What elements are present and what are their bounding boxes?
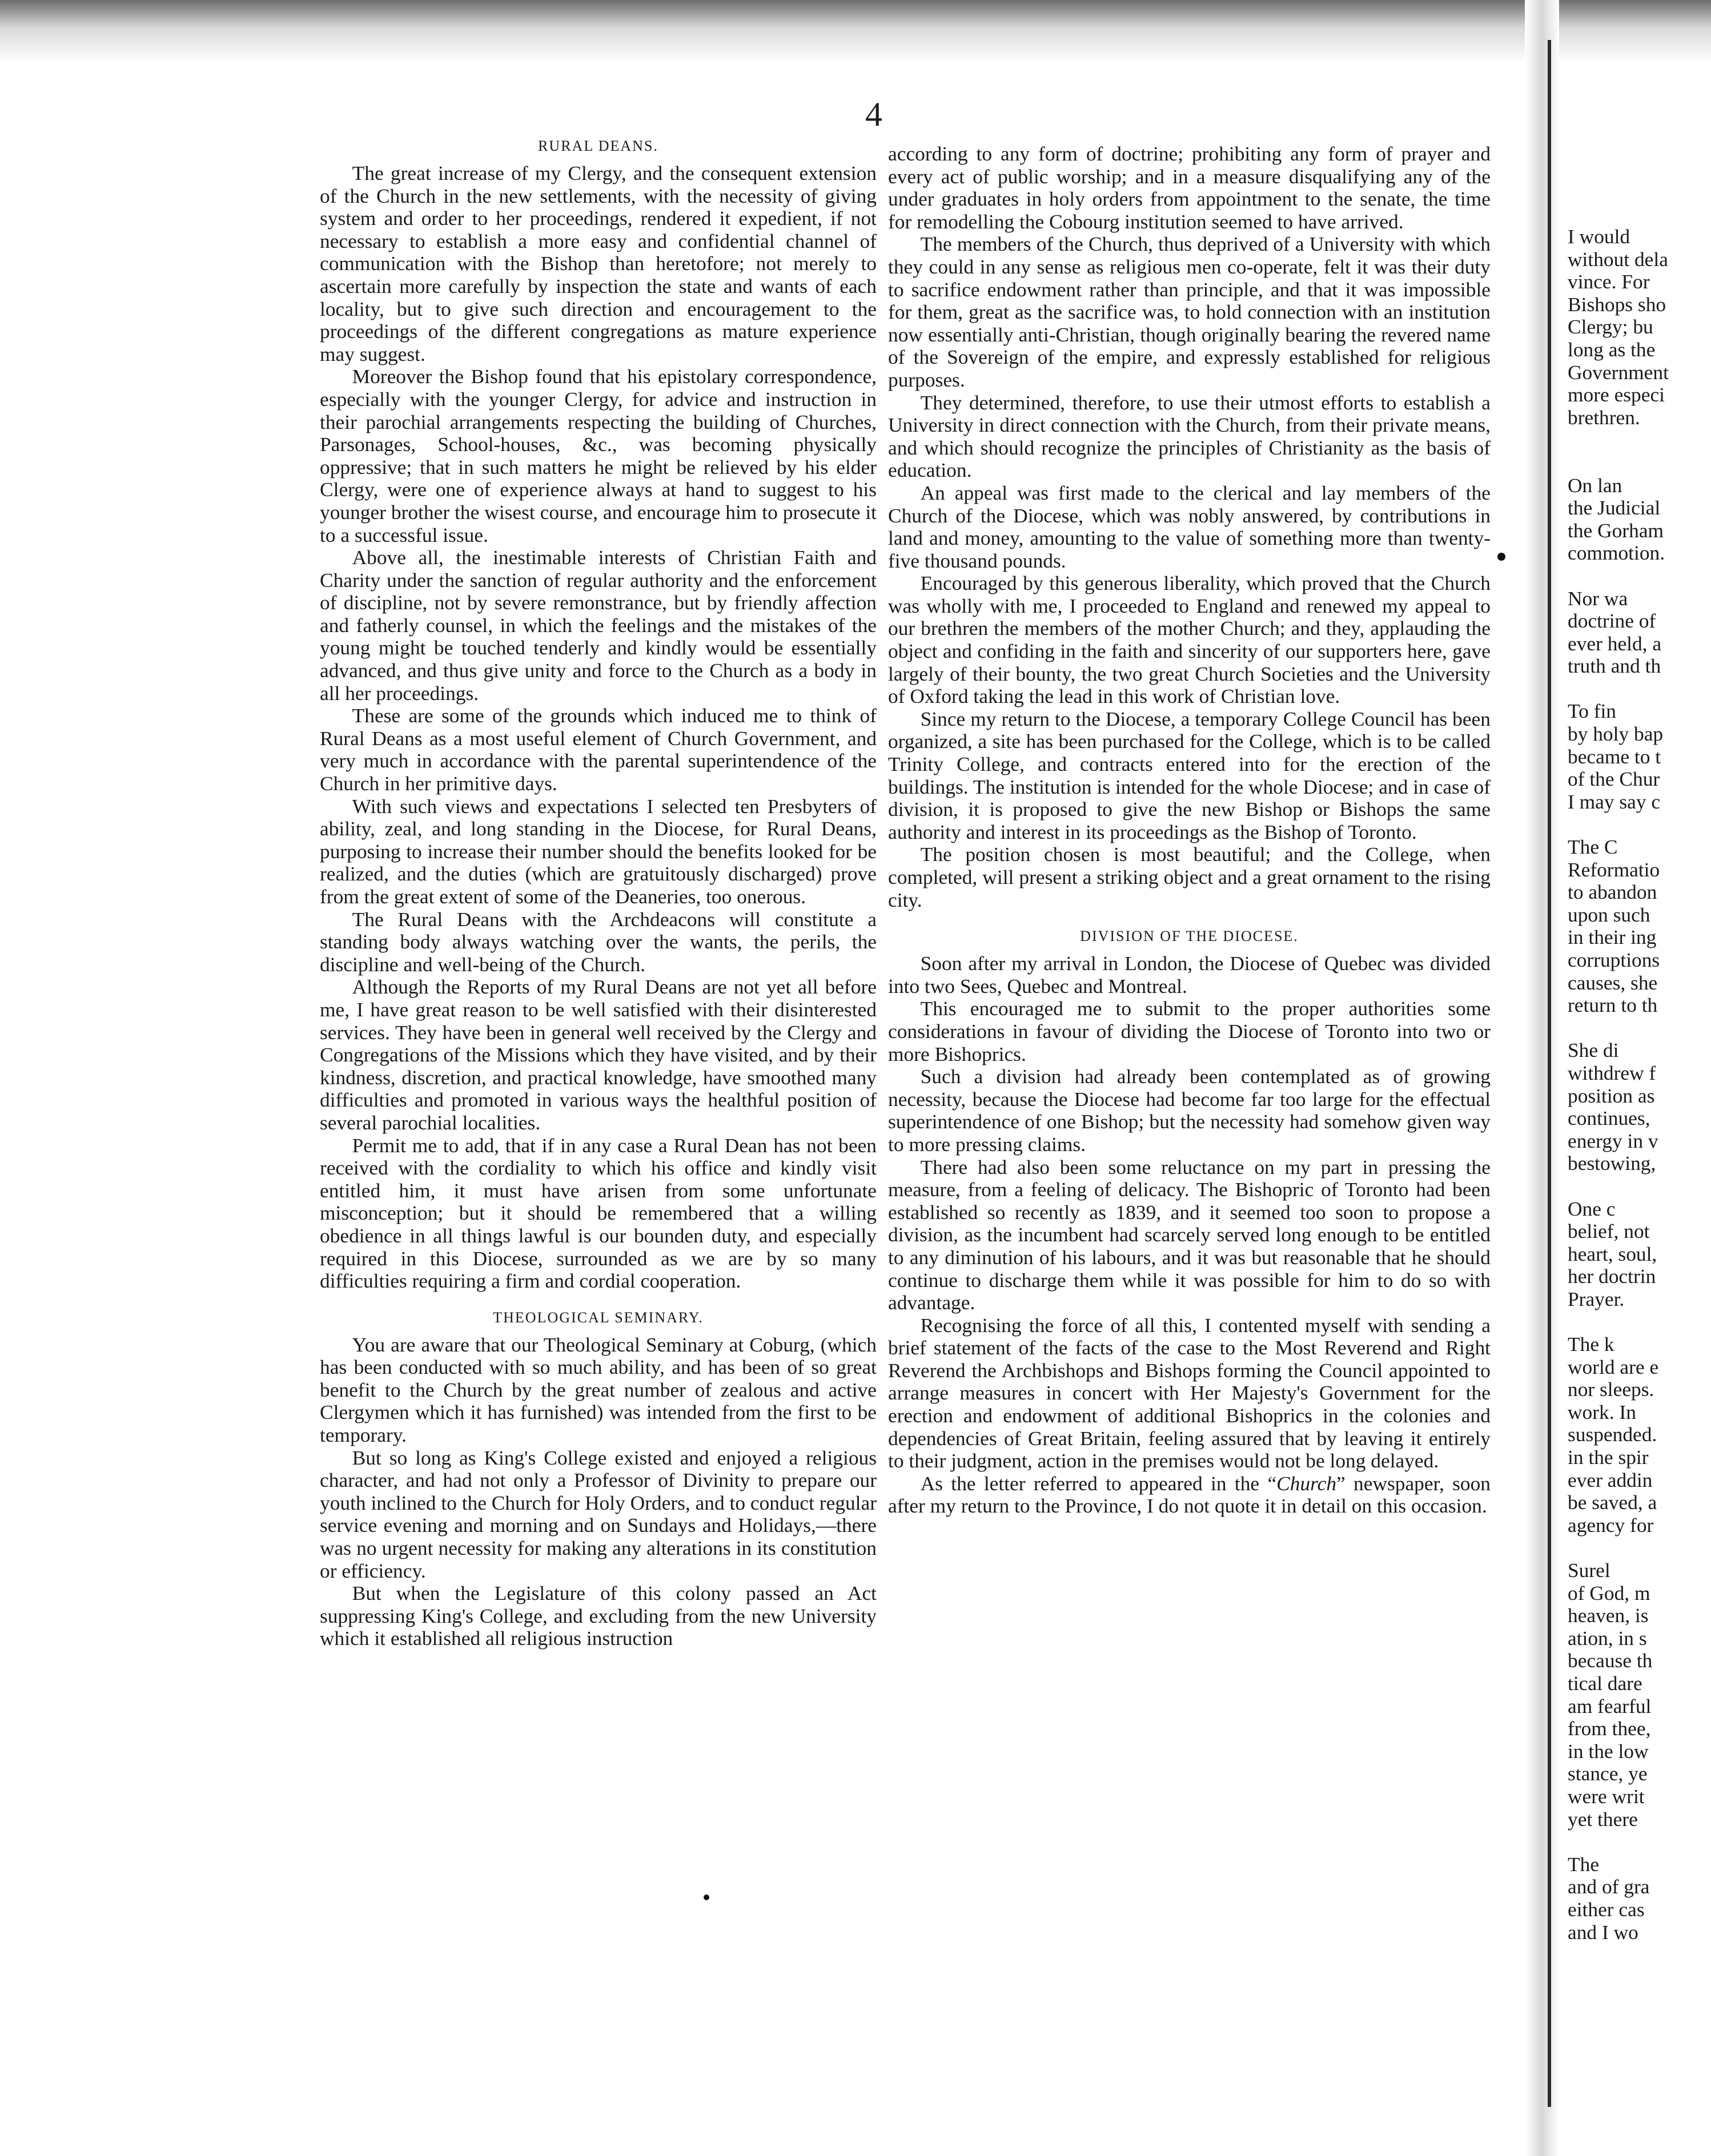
fragment-line: I may say c [1568,790,1661,813]
fragment-line [1568,1017,1711,1040]
fragment-line [1568,1311,1711,1334]
fragment-line: of God, m [1568,1581,1650,1604]
paragraph: You are aware that our Theological Seminary at Coburg, (which has been conducted with so much ability, and has been of so great benefit to the Church by the great number of zealous and active Clergymen which it has furnished) was intended from the first to be temporary. [320,1333,877,1447]
paragraph: But when the Legislature of this colony passed an Act suppressing King's College, and excluding from the new University which it established all religious instruction [320,1582,877,1650]
fragment-line: doctrine of [1568,609,1656,633]
fragment-line: of the Chur [1568,767,1660,791]
paragraph: Such a division had already been contemplated as of growing necessity, because the Diocese had become far too large for the effectual superintendence of one Bishop; but the necessity had somehow given way to more pressing claims. [888,1065,1491,1156]
fragment-line: world are e [1568,1355,1659,1378]
fragment-line [1568,1536,1711,1559]
fragment-line: by holy bap [1568,722,1664,746]
fragment-line: in the spir [1568,1446,1649,1469]
fragment-line: I would [1568,226,1630,248]
paragraph: But so long as King's College existed and enjoyed a religious character, and had not only a Professor of Divinity to prepare our youth inclined to the Church for Holy Orders, and to conduct regular service evening and morning and on Sundays and Holidays,—there was no urgent necessity for making any alterations in its constitution or efficiency. [320,1446,877,1582]
fragment-line: Government [1568,360,1669,384]
next-page-fragment [1568,226,1711,1944]
fragment-line [1568,813,1711,836]
paragraph: The position chosen is most beautiful; and the College, when completed, will present a striking object and a great ornament to the rising city. [888,843,1491,911]
fragment-line: because th [1568,1649,1653,1672]
scan-shadow-top [0,0,1711,63]
fragment-line: either cas [1568,1897,1645,1921]
fragment-line: The [1568,1852,1600,1876]
fragment-line: nor sleeps. [1568,1378,1654,1401]
fragment-line: heaven, is [1568,1604,1649,1627]
text-run: ” newspaper, soon after my return to the Province, I do not quote it in detail on this occasion. [888,1471,1491,1518]
fragment-line [1568,678,1711,701]
fragment-line: her doctrin [1568,1265,1656,1288]
fragment-line: suspended. [1568,1423,1657,1446]
fragment-line [1568,565,1711,588]
paragraph: With such views and expectations I selected ten Presbyters of ability, zeal, and long standing in the Diocese, for Rural Deans, purposing to increase their number should the benefits looked for be realized, and the duties (which are gratuitously discharged) prove from the great extent of some of the Deaneries, too onerous. [320,794,877,908]
fragment-line: without dela [1568,247,1668,271]
fragment-line: continues, [1568,1107,1650,1130]
fragment-line: withdrew f [1568,1061,1656,1084]
paragraph: An appeal was first made to the clerical and lay members of the Church of the Diocese, which was nobly answered, by contributions in land and money, amounting to the value of something more than twenty-five thousand pounds. [888,481,1491,572]
fragment-line: to abandon [1568,880,1657,904]
left-column [320,137,877,1650]
section-heading-division-of-the-diocese: DIVISION OF THE DIOCESE. [1080,928,1299,945]
paragraph: These are some of the grounds which induced me to think of Rural Deans as a most useful element of Church Government, and very much in accordance with the parental superintendence of the Church in her primitive days. [320,704,877,795]
fragment-line: Bishops sho [1568,292,1666,316]
fragment-line: in the low [1568,1739,1649,1763]
paragraph-last [888,1473,1491,1518]
text-run: As the letter referred to appeared in the “ [920,1471,1277,1495]
page-number: 4 [865,95,882,133]
fragment-line: corruptions [1568,948,1660,971]
paragraph: There had also been some reluctance on my part in pressing the measure, from a feeling of delicacy. The Bishopric of Toronto had been established so recently as 1839, and it seemed too soon to propose a division, as the incumbent had scarcely served long enough to be entitled to any diminution of his labours, and it was but reasonable that he should continue to discharge them while it was possible for him to do so with advantage. [888,1155,1491,1314]
fragment-line: belief, not [1568,1220,1650,1243]
page-edge-line [1548,40,1551,2107]
fragment-line: be saved, a [1568,1491,1657,1514]
fragment-line: bestowing, [1568,1152,1656,1175]
fragment-line: in their ing [1568,926,1657,949]
newspaper-title: Church [1276,1471,1337,1495]
paragraph: Encouraged by this generous liberality, which proved that the Church was wholly with me, I proceeded to England and renewed my appeal to our brethren the members of the mother Church; and they, applauding the object and confiding in the faith and sincerity of our supporters here, gave largely of their bounty, the two great Church Societies and the University of Oxford taking the lead in this work of Christian love. [888,572,1491,708]
fragment-line: To fin [1568,699,1617,723]
fragment-line: agency for [1568,1513,1654,1536]
paragraph: The great increase of my Clergy, and the consequent extension of the Church in the new settlements, with the necessity of giving system and order to her proceedings, rendered it expedient, if not necessary to establish a more easy and confidential channel of communication with the Bishop than heretofore; not merely to ascertain more carefully by inspection the state and wants of each locality, but to give such direction and encouragement to the proceedings of the different congregations as mature experience may suggest. [320,162,877,365]
fragment-line: Nor wa [1568,586,1628,610]
fragment-line: On lan [1568,473,1622,497]
fragment-line [1568,1175,1711,1198]
paragraph: They determined, therefore, to use their utmost efforts to establish a University in direct connection with the Church, from their private means, and which should recognize the principles of Christianity as the basis of education. [888,391,1491,482]
section-heading-theological-seminary: THEOLOGICAL SEMINARY. [493,1309,704,1326]
paragraph: Recognising the force of all this, I contented myself with sending a brief statement of the facts of the case to the Most Reverend and Right Reverend the Archbishops and Bishops forming the Council appointed to arrange measures in concert with Her Majesty's Government for the erection and endowment of additional Bishoprics in the colonies and dependencies of Great Britain, feeling assured that by leaving it entirely to their judgment, action in the premises would not be long delayed. [888,1313,1491,1473]
fragment-line: position as [1568,1084,1655,1107]
fragment-line: Prayer. [1568,1287,1625,1310]
fragment-line [1568,429,1711,452]
fragment-line: She di [1568,1039,1619,1062]
fragment-line: became to t [1568,745,1661,768]
fragment-line: long as the [1568,337,1656,361]
fragment-line: One c [1568,1197,1616,1220]
fragment-line: Surel [1568,1559,1610,1582]
paragraph: The Rural Deans with the Archdeacons will constitute a standing body always watching over the wants, the perils, the discipline and well-being of the Church. [320,907,877,976]
right-column [888,143,1491,1518]
fragment-line: more especi [1568,383,1665,407]
fragment-line: ever held, a [1568,631,1662,655]
fragment-line: heart, soul, [1568,1242,1657,1265]
paragraph: Soon after my arrival in London, the Diocese of Quebec was divided into two Sees, Quebec and Montreal. [888,952,1491,997]
fragment-line [1568,452,1711,474]
fragment-line: causes, she [1568,971,1658,994]
paragraph-continuation: according to any form of doctrine; prohibiting any form of prayer and every act of public worship; and in a measure disqualifying any of the under graduates in holy orders from appointment to the senate, the time for remodelling the Cobourg institution seemed to have arrived. [888,142,1491,233]
fragment-line: truth and th [1568,654,1661,678]
fragment-line: the Judicial [1568,496,1661,520]
ink-spot [1497,553,1505,561]
fragment-line: were writ [1568,1784,1645,1808]
paragraph: Although the Reports of my Rural Deans are not yet all before me, I have great reason to be well satisfied with their disinterested services. They have been in general well received by the Clergy and Congregations of the Missions which they have visited, and by their kindness, discretion, and practical knowledge, have smoothed many difficulties and promoted in various ways the healthful position of several parochial localities. [320,975,877,1134]
paragraph: Above all, the inestimable interests of Christian Faith and Charity under the sanction of regular authority and the enforcement of discipline, not by severe remonstrance, but by friendly affection and fatherly counsel, in which the feelings and the mistakes of the young might be touched tenderly and kindly would be essentially advanced, and thus give unity and force to the Church as a body in all her proceedings. [320,546,877,705]
paragraph: The members of the Church, thus deprived of a University with which they could in any sense as religious men co-operate, felt it was their duty to sacrifice endowment rather than principle, and that it was impossible for them, great as the sacrifice was, to hold connection with an institution now essentially anti-Christian, though originally bearing the revered name of the Sovereign of the empire, and expressly established for religious purposes. [888,232,1491,391]
paragraph: Permit me to add, that if in any case a Rural Dean has not been received with the cordiality to which his office and kindly visit entitled him, it must have arisen from some unfortunate misconception; but it should be remembered that a willing obedience in all things lawful is our bounden duty, and especially required in this Diocese, surrounded as we are by so many difficulties requiring a firm and cordial cooperation. [320,1133,877,1293]
fragment-line: Clergy; bu [1568,315,1653,339]
fragment-line: stance, ye [1568,1762,1648,1785]
fragment-line: the Gorham [1568,518,1664,542]
fragment-line: The k [1568,1333,1614,1356]
paragraph: Moreover the Bishop found that his epistolary correspondence, especially with the younger Clergy, for advice and instruction in their parochial arrangements respecting the building of Churches, Parsonages, School-houses, &c., was becoming physically oppressive; that in such matters he might be relieved by his elder Clergy, were one of experience always at hand to suggest to his younger brother the wisest course, and encourage him to prosecute it to a successful issue. [320,365,877,546]
fragment-line: energy in v [1568,1129,1658,1152]
fragment-line [1568,1831,1711,1853]
fragment-line: ation, in s [1568,1626,1647,1650]
fragment-line: The C [1568,835,1618,859]
fragment-line: vince. For [1568,270,1650,293]
fragment-line: am fearful [1568,1694,1652,1717]
fragment-line: upon such [1568,903,1650,926]
fragment-line: and I wo [1568,1920,1638,1944]
section-heading-rural-deans: RURAL DEANS. [538,138,658,154]
fragment-line: ever addin [1568,1468,1653,1491]
paragraph: Since my return to the Diocese, a temporary College Council has been organized, a site has been purchased for the College, which is to be called Trinity College, and contracts entered into for the erection of the buildings. The institution is intended for the whole Diocese; and in case of division, it is proposed to give the new Bishop or Bishops the same authority and interest in its proceedings as the Bishop of Toronto. [888,707,1491,843]
fragment-line: brethren. [1568,405,1640,429]
fragment-line: and of gra [1568,1875,1650,1898]
fragment-line: yet there [1568,1807,1638,1831]
fragment-line: work. In [1568,1400,1636,1423]
fragment-line: return to th [1568,993,1658,1017]
ink-spot [704,1894,709,1900]
fragment-line: from thee, [1568,1717,1651,1740]
fragment-line: commotion. [1568,541,1665,565]
page-fold-shadow [1525,0,1559,2156]
fragment-line: Reformatio [1568,858,1660,881]
fragment-line: tical dare [1568,1672,1642,1695]
paragraph: This encouraged me to submit to the proper authorities some considerations in favour of dividing the Diocese of Toronto into two or more Bishoprics. [888,997,1491,1065]
